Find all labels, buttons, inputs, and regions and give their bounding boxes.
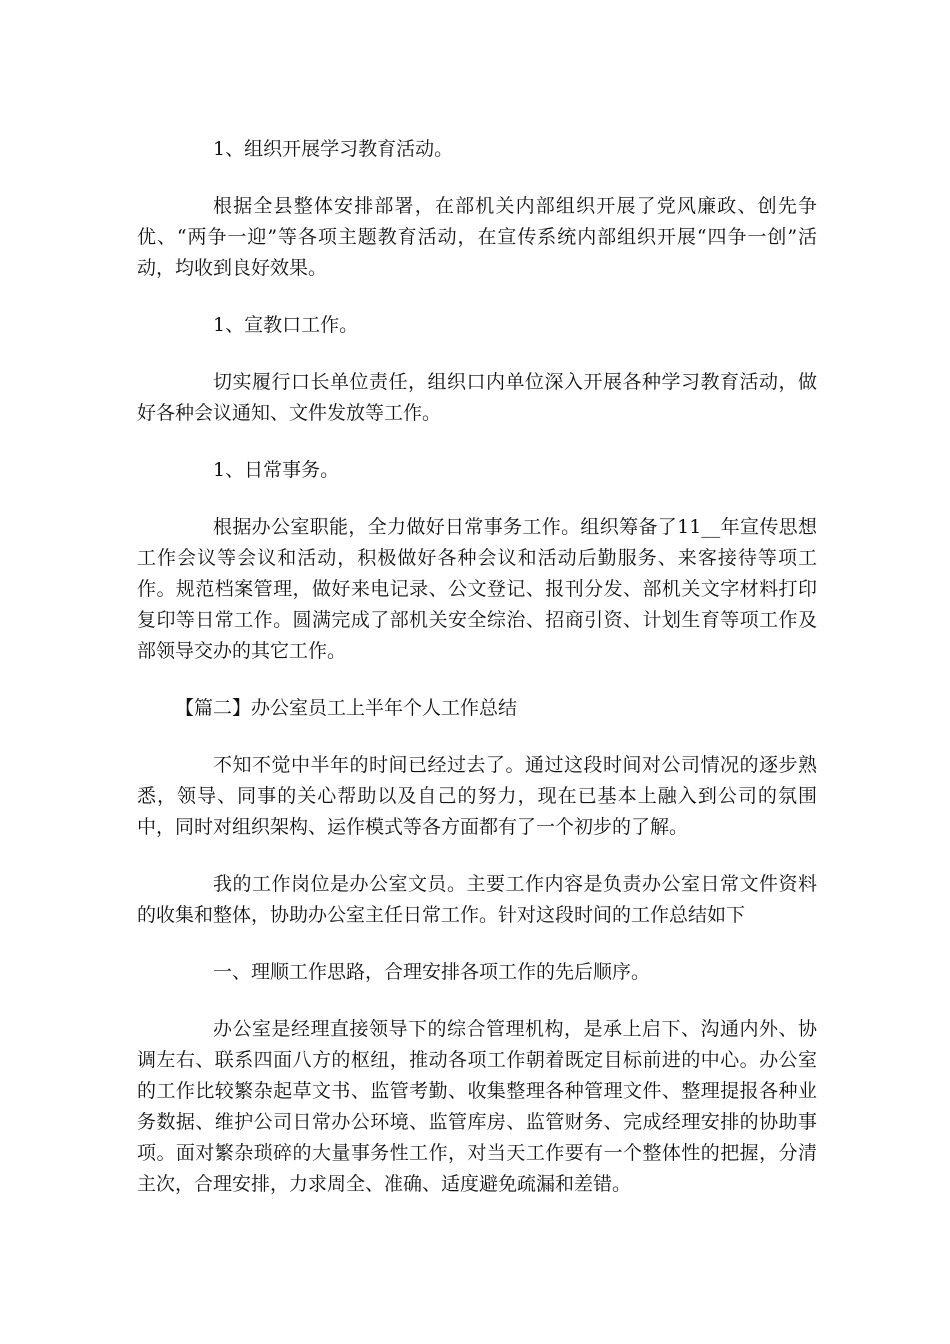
paragraph-study-activities: 根据全县整体安排部署，在部机关内部组织开展了党风廉政、创先争优、“两争一迎”等各项主题教育活动，在宣传系统内部组织开展“四争一创”活动，均收到良好效果。	[137, 195, 817, 279]
section-heading-work-ideas: 一、理顺工作思路，合理安排各项工作的先后顺序。	[213, 961, 651, 983]
paragraph-job-description: 我的工作岗位是办公室文员。主要工作内容是负责办公室日常文件资料的收集和整体，协助办公室主任日常工作。针对这段时间的工作总结如下	[137, 873, 817, 926]
section-heading-study-activities: 1、组织开展学习教育活动。	[213, 138, 454, 160]
paragraph-daily-affairs: 根据办公室职能，全力做好日常事务工作。组织筹备了11__年宣传思想工作会议等会议和活动，积极做好各种会议和活动后勤服务、来客接待等项工作。规范档案管理，做好来电记录、公文登记、报刊分发、部机关文字材料打印复印等日常工作。圆满完成了部机关安全综治、招商引资、计划生育等项工作及部领导交办的其它工作。	[137, 516, 817, 662]
article-title-part-two: 【篇二】办公室员工上半年个人工作总结	[175, 697, 518, 719]
paragraph-intro: 不知不觉中半年的时间已经过去了。通过这段时间对公司情况的逐步熟悉，领导、同事的关心帮助以及自己的努力，现在已基本上融入到公司的氛围中，同时对组织架构、运作模式等各方面都有了一个初步的了解。	[137, 754, 817, 838]
paragraph-office-role: 办公室是经理直接领导下的综合管理机构，是承上启下、沟通内外、协调左右、联系四面八方的枢纽，推动各项工作朝着既定目标前进的中心。办公室的工作比较繁杂起草文书、监管考勤、收集整理各种管理文件、整理提报各种业务数据、维护公司日常办公环境、监管库房、监管财务、完成经理安排的协助事项。面对繁杂琐碎的大量事务性工作，对当天工作要有一个整体性的把握，分清主次，合理安排，力求周全、准确、适度避免疏漏和差错。	[137, 1018, 817, 1195]
document-body	[137, 134, 817, 1226]
section-heading-propaganda-work: 1、宣教口工作。	[213, 314, 359, 336]
paragraph-propaganda-work: 切实履行口长单位责任，组织口内单位深入开展各种学习教育活动，做好各种会议通知、文件发放等工作。	[137, 371, 817, 424]
section-heading-daily-affairs: 1、日常事务。	[213, 459, 340, 481]
